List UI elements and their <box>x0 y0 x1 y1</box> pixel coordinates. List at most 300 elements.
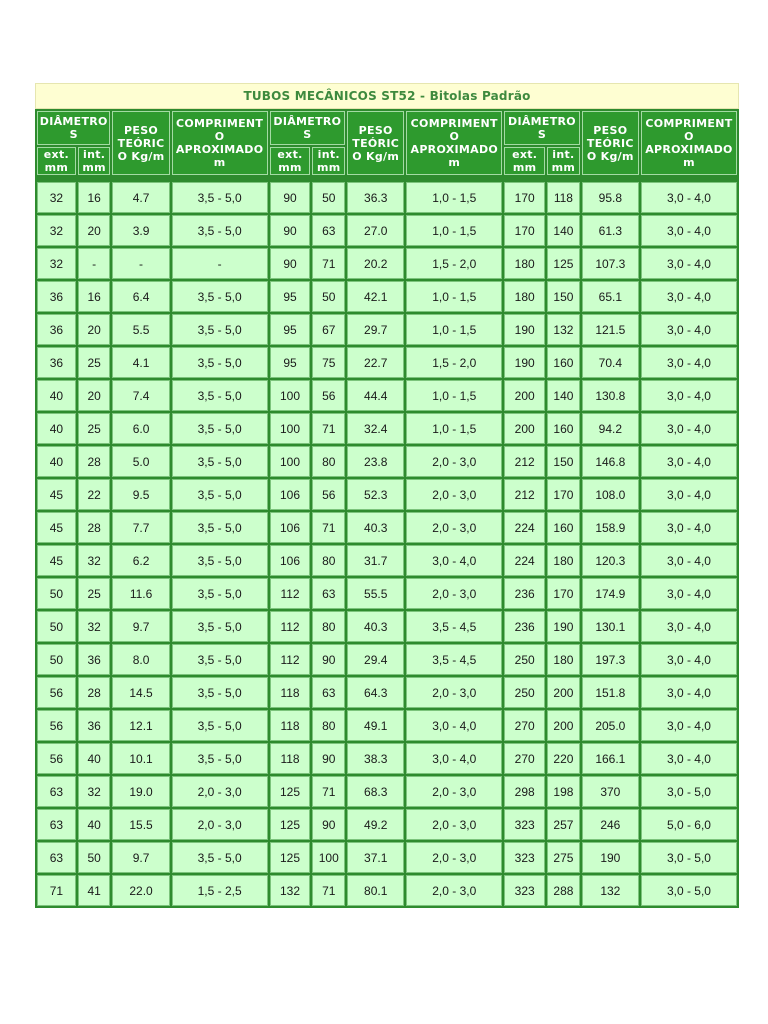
cell-comprimento: 3,0 - 5,0 <box>641 842 737 873</box>
header-comprimento: COMPRIMENTO APROXIMADO m <box>641 111 737 175</box>
cell-peso: 8.0 <box>112 644 169 675</box>
cell-int-mm: 28 <box>78 446 111 477</box>
cell-comprimento: 1,5 - 2,0 <box>406 248 502 279</box>
cell-ext-mm: 56 <box>37 677 76 708</box>
cell-peso: 11.6 <box>112 578 169 609</box>
cell-comprimento: 2,0 - 3,0 <box>406 446 502 477</box>
cell-comprimento: 3,5 - 5,0 <box>172 578 268 609</box>
table-row <box>37 776 737 807</box>
table-body <box>37 182 737 906</box>
cell-peso: 94.2 <box>582 413 639 444</box>
cell-peso: 9.5 <box>112 479 169 510</box>
cell-ext-mm: 224 <box>504 545 545 576</box>
cell-peso: 42.1 <box>347 281 404 312</box>
cell-ext-mm: 36 <box>37 281 76 312</box>
cell-ext-mm: 224 <box>504 512 545 543</box>
cell-peso: 27.0 <box>347 215 404 246</box>
cell-int-mm: 170 <box>547 479 580 510</box>
cell-peso: 61.3 <box>582 215 639 246</box>
cell-comprimento: 3,0 - 4,0 <box>406 710 502 741</box>
cell-comprimento: 3,5 - 5,0 <box>172 479 268 510</box>
cell-int-mm: 20 <box>78 215 111 246</box>
table-row <box>37 281 737 312</box>
table-row <box>37 644 737 675</box>
table-row <box>37 875 737 906</box>
cell-comprimento: 3,0 - 4,0 <box>641 512 737 543</box>
cell-comprimento: 3,0 - 4,0 <box>641 248 737 279</box>
cell-int-mm: 56 <box>312 479 345 510</box>
cell-ext-mm: 180 <box>504 248 545 279</box>
cell-comprimento: 3,0 - 4,0 <box>406 545 502 576</box>
cell-int-mm: - <box>78 248 111 279</box>
cell-peso: 6.2 <box>112 545 169 576</box>
cell-int-mm: 25 <box>78 347 111 378</box>
cell-int-mm: 150 <box>547 446 580 477</box>
table-title: TUBOS MECÂNICOS ST52 - Bitolas Padrão <box>35 83 739 109</box>
cell-peso: - <box>112 248 169 279</box>
cell-comprimento: 2,0 - 3,0 <box>406 776 502 807</box>
cell-ext-mm: 112 <box>270 644 311 675</box>
cell-int-mm: 16 <box>78 182 111 213</box>
cell-peso: 246 <box>582 809 639 840</box>
header-comprimento: COMPRIMENTO APROXIMADO m <box>406 111 502 175</box>
cell-int-mm: 160 <box>547 512 580 543</box>
cell-comprimento: 3,0 - 5,0 <box>641 776 737 807</box>
table-row <box>37 479 737 510</box>
cell-int-mm: 75 <box>312 347 345 378</box>
cell-ext-mm: 36 <box>37 347 76 378</box>
cell-ext-mm: 40 <box>37 380 76 411</box>
cell-int-mm: 220 <box>547 743 580 774</box>
cell-int-mm: 80 <box>312 545 345 576</box>
cell-comprimento: 3,0 - 4,0 <box>641 347 737 378</box>
table-row <box>37 314 737 345</box>
cell-peso: 22.7 <box>347 347 404 378</box>
table-row <box>37 743 737 774</box>
header-ext: ext. mm <box>270 147 311 175</box>
cell-int-mm: 32 <box>78 545 111 576</box>
cell-peso: 190 <box>582 842 639 873</box>
cell-ext-mm: 190 <box>504 347 545 378</box>
table-row <box>37 842 737 873</box>
cell-comprimento: 3,0 - 5,0 <box>641 875 737 906</box>
cell-peso: 23.8 <box>347 446 404 477</box>
header-int: int. mm <box>312 147 345 175</box>
cell-comprimento: 3,5 - 5,0 <box>172 842 268 873</box>
cell-int-mm: 71 <box>312 512 345 543</box>
cell-ext-mm: 40 <box>37 413 76 444</box>
cell-ext-mm: 200 <box>504 380 545 411</box>
cell-peso: 4.1 <box>112 347 169 378</box>
cell-int-mm: 140 <box>547 380 580 411</box>
cell-comprimento: 2,0 - 3,0 <box>406 479 502 510</box>
cell-ext-mm: 63 <box>37 842 76 873</box>
cell-comprimento: 3,0 - 4,0 <box>641 677 737 708</box>
cell-peso: 31.7 <box>347 545 404 576</box>
cell-ext-mm: 118 <box>270 677 311 708</box>
cell-comprimento: 2,0 - 3,0 <box>172 776 268 807</box>
cell-comprimento: 3,0 - 4,0 <box>641 743 737 774</box>
cell-comprimento: 3,5 - 4,5 <box>406 611 502 642</box>
cell-ext-mm: 106 <box>270 512 311 543</box>
cell-ext-mm: 32 <box>37 182 76 213</box>
cell-peso: 9.7 <box>112 611 169 642</box>
cell-int-mm: 71 <box>312 776 345 807</box>
header-divider <box>37 177 737 180</box>
table-row <box>37 710 737 741</box>
cell-peso: 49.2 <box>347 809 404 840</box>
cell-peso: 52.3 <box>347 479 404 510</box>
cell-comprimento: 1,0 - 1,5 <box>406 182 502 213</box>
cell-int-mm: 140 <box>547 215 580 246</box>
cell-peso: 10.1 <box>112 743 169 774</box>
cell-ext-mm: 56 <box>37 710 76 741</box>
cell-int-mm: 28 <box>78 512 111 543</box>
table-header <box>37 111 737 180</box>
cell-ext-mm: 32 <box>37 248 76 279</box>
cell-peso: 49.1 <box>347 710 404 741</box>
cell-int-mm: 125 <box>547 248 580 279</box>
cell-peso: 151.8 <box>582 677 639 708</box>
cell-comprimento: 1,0 - 1,5 <box>406 413 502 444</box>
cell-int-mm: 275 <box>547 842 580 873</box>
cell-int-mm: 90 <box>312 743 345 774</box>
cell-comprimento: 3,5 - 5,0 <box>172 446 268 477</box>
cell-ext-mm: 323 <box>504 875 545 906</box>
cell-comprimento: 3,5 - 4,5 <box>406 644 502 675</box>
cell-int-mm: 36 <box>78 644 111 675</box>
cell-comprimento: 3,5 - 5,0 <box>172 182 268 213</box>
table-row <box>37 512 737 543</box>
table-row <box>37 611 737 642</box>
cell-ext-mm: 90 <box>270 215 311 246</box>
cell-comprimento: 3,5 - 5,0 <box>172 545 268 576</box>
cell-peso: 146.8 <box>582 446 639 477</box>
table-row <box>37 545 737 576</box>
cell-peso: 37.1 <box>347 842 404 873</box>
cell-peso: 22.0 <box>112 875 169 906</box>
cell-peso: 166.1 <box>582 743 639 774</box>
cell-int-mm: 50 <box>312 182 345 213</box>
cell-ext-mm: 250 <box>504 644 545 675</box>
cell-comprimento: 3,0 - 4,0 <box>641 446 737 477</box>
table-row <box>37 347 737 378</box>
header-diametros: DIÂMETROS <box>504 111 580 145</box>
cell-peso: 174.9 <box>582 578 639 609</box>
header-comprimento: COMPRIMENTO APROXIMADO m <box>172 111 268 175</box>
cell-ext-mm: 36 <box>37 314 76 345</box>
cell-int-mm: 63 <box>312 677 345 708</box>
cell-ext-mm: 236 <box>504 578 545 609</box>
cell-peso: 370 <box>582 776 639 807</box>
cell-int-mm: 80 <box>312 611 345 642</box>
cell-comprimento: 3,5 - 5,0 <box>172 413 268 444</box>
cell-peso: 12.1 <box>112 710 169 741</box>
header-diametros: DIÂMETROS <box>270 111 346 145</box>
cell-peso: 120.3 <box>582 545 639 576</box>
cell-ext-mm: 63 <box>37 809 76 840</box>
cell-ext-mm: 190 <box>504 314 545 345</box>
cell-comprimento: 1,0 - 1,5 <box>406 314 502 345</box>
cell-peso: 32.4 <box>347 413 404 444</box>
cell-comprimento: 2,0 - 3,0 <box>406 512 502 543</box>
cell-int-mm: 118 <box>547 182 580 213</box>
cell-ext-mm: 100 <box>270 413 311 444</box>
cell-int-mm: 16 <box>78 281 111 312</box>
cell-ext-mm: 236 <box>504 611 545 642</box>
cell-comprimento: 3,5 - 5,0 <box>172 380 268 411</box>
cell-comprimento: 3,0 - 4,0 <box>641 413 737 444</box>
cell-int-mm: 67 <box>312 314 345 345</box>
cell-int-mm: 50 <box>78 842 111 873</box>
cell-ext-mm: 118 <box>270 710 311 741</box>
cell-int-mm: 32 <box>78 776 111 807</box>
cell-comprimento: 3,5 - 5,0 <box>172 644 268 675</box>
cell-peso: 19.0 <box>112 776 169 807</box>
cell-comprimento: 3,0 - 4,0 <box>641 545 737 576</box>
header-ext: ext. mm <box>504 147 545 175</box>
cell-comprimento: 3,0 - 4,0 <box>641 710 737 741</box>
cell-ext-mm: 270 <box>504 743 545 774</box>
cell-int-mm: 80 <box>312 446 345 477</box>
cell-comprimento: 3,0 - 4,0 <box>641 578 737 609</box>
cell-int-mm: 90 <box>312 809 345 840</box>
cell-ext-mm: 90 <box>270 248 311 279</box>
cell-ext-mm: 40 <box>37 446 76 477</box>
cell-int-mm: 41 <box>78 875 111 906</box>
cell-ext-mm: 45 <box>37 545 76 576</box>
cell-peso: 65.1 <box>582 281 639 312</box>
cell-comprimento: 3,0 - 4,0 <box>641 380 737 411</box>
cell-comprimento: 1,5 - 2,5 <box>172 875 268 906</box>
cell-peso: 14.5 <box>112 677 169 708</box>
cell-int-mm: 71 <box>312 413 345 444</box>
cell-peso: 70.4 <box>582 347 639 378</box>
cell-ext-mm: 200 <box>504 413 545 444</box>
cell-ext-mm: 106 <box>270 479 311 510</box>
cell-ext-mm: 125 <box>270 809 311 840</box>
cell-int-mm: 28 <box>78 677 111 708</box>
table-row <box>37 380 737 411</box>
cell-ext-mm: 118 <box>270 743 311 774</box>
cell-ext-mm: 270 <box>504 710 545 741</box>
cell-comprimento: 2,0 - 3,0 <box>406 809 502 840</box>
cell-comprimento: 3,5 - 5,0 <box>172 710 268 741</box>
header-peso: PESO TEÓRICO Kg/m <box>112 111 169 175</box>
cell-ext-mm: 50 <box>37 611 76 642</box>
cell-int-mm: 100 <box>312 842 345 873</box>
cell-peso: 5.5 <box>112 314 169 345</box>
cell-peso: 7.7 <box>112 512 169 543</box>
header-diametros: DIÂMETROS <box>37 111 110 145</box>
cell-peso: 64.3 <box>347 677 404 708</box>
cell-comprimento: 3,5 - 5,0 <box>172 281 268 312</box>
table-row <box>37 809 737 840</box>
cell-int-mm: 288 <box>547 875 580 906</box>
cell-peso: 130.8 <box>582 380 639 411</box>
cell-peso: 6.4 <box>112 281 169 312</box>
cell-comprimento: 3,5 - 5,0 <box>172 215 268 246</box>
header-int: int. mm <box>547 147 580 175</box>
cell-comprimento: 2,0 - 3,0 <box>406 842 502 873</box>
cell-int-mm: 198 <box>547 776 580 807</box>
cell-ext-mm: 212 <box>504 446 545 477</box>
cell-peso: 158.9 <box>582 512 639 543</box>
cell-comprimento: 2,0 - 3,0 <box>172 809 268 840</box>
cell-int-mm: 40 <box>78 809 111 840</box>
cell-int-mm: 170 <box>547 578 580 609</box>
cell-int-mm: 56 <box>312 380 345 411</box>
cell-peso: 3.9 <box>112 215 169 246</box>
cell-ext-mm: 125 <box>270 842 311 873</box>
cell-int-mm: 200 <box>547 677 580 708</box>
cell-ext-mm: 180 <box>504 281 545 312</box>
cell-int-mm: 180 <box>547 545 580 576</box>
cell-ext-mm: 125 <box>270 776 311 807</box>
cell-ext-mm: 250 <box>504 677 545 708</box>
cell-peso: 197.3 <box>582 644 639 675</box>
cell-comprimento: 3,0 - 4,0 <box>641 644 737 675</box>
cell-peso: 107.3 <box>582 248 639 279</box>
cell-int-mm: 200 <box>547 710 580 741</box>
cell-peso: 7.4 <box>112 380 169 411</box>
cell-peso: 80.1 <box>347 875 404 906</box>
cell-peso: 95.8 <box>582 182 639 213</box>
cell-comprimento: 3,0 - 4,0 <box>641 314 737 345</box>
cell-int-mm: 40 <box>78 743 111 774</box>
tube-table <box>35 109 739 908</box>
cell-int-mm: 22 <box>78 479 111 510</box>
cell-int-mm: 71 <box>312 248 345 279</box>
cell-peso: 38.3 <box>347 743 404 774</box>
cell-peso: 130.1 <box>582 611 639 642</box>
cell-int-mm: 20 <box>78 380 111 411</box>
cell-comprimento: 3,0 - 4,0 <box>641 215 737 246</box>
cell-peso: 6.0 <box>112 413 169 444</box>
cell-int-mm: 36 <box>78 710 111 741</box>
cell-int-mm: 50 <box>312 281 345 312</box>
cell-comprimento: 3,5 - 5,0 <box>172 743 268 774</box>
cell-comprimento: 2,0 - 3,0 <box>406 578 502 609</box>
header-peso: PESO TEÓRICO Kg/m <box>347 111 404 175</box>
cell-comprimento: - <box>172 248 268 279</box>
cell-ext-mm: 50 <box>37 578 76 609</box>
cell-int-mm: 20 <box>78 314 111 345</box>
cell-comprimento: 3,5 - 5,0 <box>172 512 268 543</box>
cell-comprimento: 3,5 - 5,0 <box>172 677 268 708</box>
cell-peso: 36.3 <box>347 182 404 213</box>
cell-peso: 44.4 <box>347 380 404 411</box>
cell-int-mm: 63 <box>312 215 345 246</box>
cell-int-mm: 90 <box>312 644 345 675</box>
cell-ext-mm: 95 <box>270 281 311 312</box>
cell-ext-mm: 45 <box>37 479 76 510</box>
cell-int-mm: 180 <box>547 644 580 675</box>
cell-ext-mm: 212 <box>504 479 545 510</box>
cell-int-mm: 160 <box>547 347 580 378</box>
cell-int-mm: 150 <box>547 281 580 312</box>
cell-peso: 40.3 <box>347 611 404 642</box>
table-row <box>37 182 737 213</box>
cell-int-mm: 190 <box>547 611 580 642</box>
table-row <box>37 413 737 444</box>
cell-comprimento: 3,0 - 4,0 <box>641 281 737 312</box>
cell-peso: 29.4 <box>347 644 404 675</box>
cell-int-mm: 132 <box>547 314 580 345</box>
cell-comprimento: 2,0 - 3,0 <box>406 677 502 708</box>
cell-peso: 121.5 <box>582 314 639 345</box>
cell-ext-mm: 106 <box>270 545 311 576</box>
cell-comprimento: 3,5 - 5,0 <box>172 347 268 378</box>
cell-peso: 68.3 <box>347 776 404 807</box>
cell-ext-mm: 71 <box>37 875 76 906</box>
cell-ext-mm: 170 <box>504 215 545 246</box>
cell-ext-mm: 32 <box>37 215 76 246</box>
cell-ext-mm: 95 <box>270 347 311 378</box>
header-peso: PESO TEÓRICO Kg/m <box>582 111 639 175</box>
tube-table-container <box>35 83 739 908</box>
cell-int-mm: 71 <box>312 875 345 906</box>
cell-comprimento: 3,0 - 4,0 <box>641 182 737 213</box>
cell-comprimento: 3,0 - 4,0 <box>641 479 737 510</box>
cell-ext-mm: 45 <box>37 512 76 543</box>
cell-peso: 40.3 <box>347 512 404 543</box>
cell-ext-mm: 112 <box>270 611 311 642</box>
cell-int-mm: 257 <box>547 809 580 840</box>
cell-ext-mm: 132 <box>270 875 311 906</box>
cell-int-mm: 25 <box>78 578 111 609</box>
cell-ext-mm: 50 <box>37 644 76 675</box>
cell-comprimento: 5,0 - 6,0 <box>641 809 737 840</box>
cell-comprimento: 1,0 - 1,5 <box>406 215 502 246</box>
cell-ext-mm: 323 <box>504 809 545 840</box>
cell-ext-mm: 100 <box>270 380 311 411</box>
cell-ext-mm: 323 <box>504 842 545 873</box>
cell-comprimento: 1,5 - 2,0 <box>406 347 502 378</box>
cell-ext-mm: 170 <box>504 182 545 213</box>
cell-peso: 132 <box>582 875 639 906</box>
cell-ext-mm: 63 <box>37 776 76 807</box>
cell-int-mm: 32 <box>78 611 111 642</box>
cell-comprimento: 3,0 - 4,0 <box>641 611 737 642</box>
cell-peso: 20.2 <box>347 248 404 279</box>
table-row <box>37 446 737 477</box>
cell-peso: 29.7 <box>347 314 404 345</box>
cell-peso: 108.0 <box>582 479 639 510</box>
cell-peso: 4.7 <box>112 182 169 213</box>
cell-ext-mm: 95 <box>270 314 311 345</box>
cell-ext-mm: 298 <box>504 776 545 807</box>
cell-int-mm: 63 <box>312 578 345 609</box>
cell-ext-mm: 56 <box>37 743 76 774</box>
cell-ext-mm: 90 <box>270 182 311 213</box>
table-row <box>37 677 737 708</box>
cell-comprimento: 1,0 - 1,5 <box>406 380 502 411</box>
cell-ext-mm: 112 <box>270 578 311 609</box>
cell-peso: 55.5 <box>347 578 404 609</box>
header-ext: ext. mm <box>37 147 76 175</box>
cell-comprimento: 3,5 - 5,0 <box>172 611 268 642</box>
table-row <box>37 215 737 246</box>
cell-comprimento: 3,5 - 5,0 <box>172 314 268 345</box>
table-row <box>37 248 737 279</box>
cell-int-mm: 160 <box>547 413 580 444</box>
cell-peso: 15.5 <box>112 809 169 840</box>
cell-peso: 205.0 <box>582 710 639 741</box>
cell-ext-mm: 100 <box>270 446 311 477</box>
header-int: int. mm <box>78 147 111 175</box>
cell-comprimento: 1,0 - 1,5 <box>406 281 502 312</box>
